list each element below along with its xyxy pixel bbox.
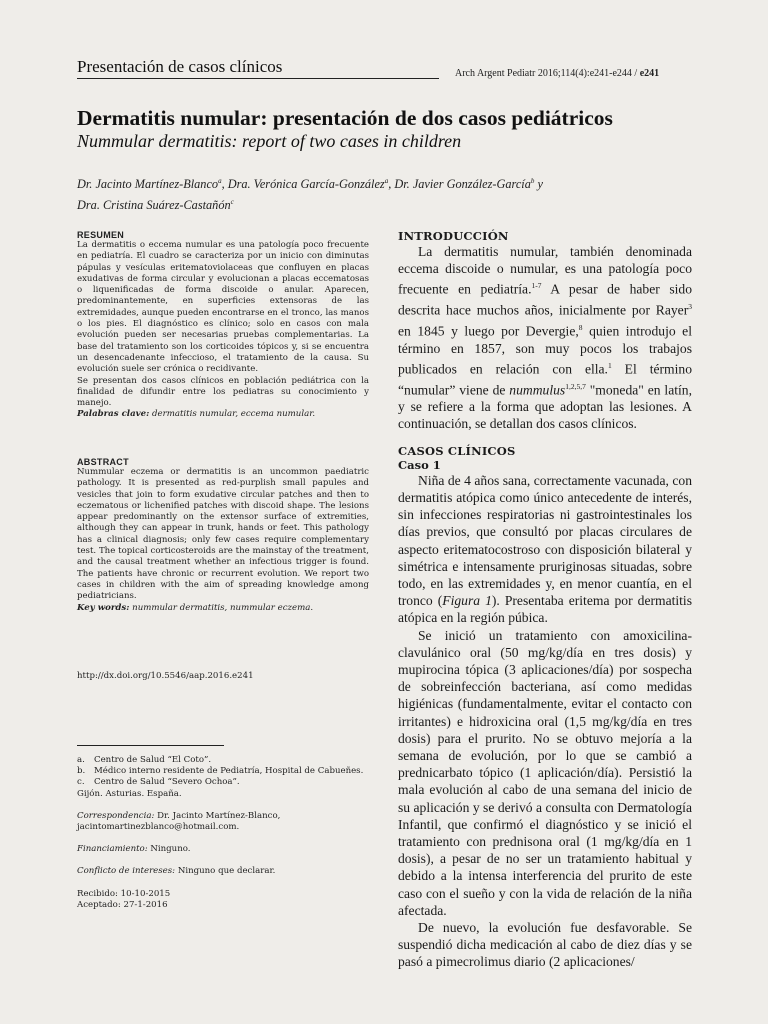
resumen-paragraph-1: La dermatitis o eccema numular es una patología poco frecuente en pediatría. El cuadro se caracteriza por un inicio con diminutas pápulas y vesículas eritematoviolaceas que confluyen en placas exudativas de forma circular y evolucionan a placas eccematosas o liquenificadas de forma discoide o anular. Aparecen, predominantemente, en superficies extensoras de las extremidades, aunque pueden encontrarse en el tronco, las manos o los pies. El diagnóstico es clínico; solo en casos con mala evolución pueden ser necesarias pruebas complementarias. La base del tratamiento son los corticoides tópicos y, si se encuentra un desencadenante infeccioso, el tratamiento de la causa. Su evolución suele ser crónica o recidivante.	[77, 240, 369, 375]
citation: 1	[607, 360, 612, 370]
key-words-label: Key words:	[77, 602, 130, 613]
intro-text: "moneda" en latín, y se refiere a la forma que adoptan las lesiones. A continuación, se detallan dos casos clínicos.	[398, 382, 692, 432]
case-1-paragraph-2: Se inició un tratamiento con amoxicilina-clavulánico oral (50 mg/kg/día en tres dosis) y mupirocina tópica (3 aplicaciones/día) por sospecha de sobreinfección bacteriana, así como medidas higiénicas (fundamentalmente, evitar el contacto con irritantes) e hidroxicina oral (1,5 mg/kg/día en tres dosis) para el prurito. No se obtuvo mejoría a la semana de evolución, por lo que se cambió a prednicarbato tópico (1 aplicación/día). Persistió la mala evolución al cabo de una semana del inicio de su aplicación y se derivó a consulta con Dermatología Infantil, que confirmó el diagnóstico y se inició el tratamiento con prednisona oral (1 mg/kg/día en 1 dosis), a pesar de no ser un tratamiento habitual y debido a la intensa interferencia del prurito de este caso con el sueño y con la vida de relación de la niña afectada.	[398, 627, 692, 918]
conflicts-text: Ninguno que declarar.	[177, 866, 276, 877]
correspondence	[77, 811, 369, 833]
key-words	[77, 603, 369, 614]
accepted-date: Aceptado: 27-1-2016	[77, 899, 168, 910]
case-text: ). Presentaba eritema por dermatitis atópica en la región púbica.	[398, 593, 693, 626]
page-number: e241	[639, 68, 660, 79]
affiliation-c	[77, 777, 369, 788]
citation: 8	[578, 322, 583, 332]
funding	[77, 844, 369, 855]
affiliation-label: b.	[77, 766, 86, 777]
resumen-section	[77, 230, 369, 421]
affiliation-label: c.	[77, 777, 85, 788]
author-4: Dra. Cristina Suárez-Castañón	[77, 198, 231, 213]
author-separator: y	[534, 177, 543, 192]
conflicts-of-interest	[77, 866, 369, 877]
affiliation-a	[77, 755, 369, 766]
author-4-affiliation: c	[230, 198, 234, 207]
intro-text: en 1845 y luego por Devergie,	[398, 323, 579, 339]
intro-heading: INTRODUCCIÓN	[398, 229, 509, 243]
affiliation-label: a.	[77, 755, 85, 765]
key-words-text: nummular dermatitis, nummular eczema.	[132, 602, 314, 613]
received-date: Recibido: 10-10-2015	[77, 888, 171, 899]
palabras-clave-text: dermatitis numular, eccema numular.	[152, 409, 316, 420]
figure-reference[interactable]: Figura 1	[442, 593, 492, 609]
dates	[77, 889, 369, 911]
intro-text: quien introdujo el término en 1857, son muy pocos los trabajos publicados en relación con ella.	[398, 323, 692, 377]
abstract-paragraph: Nummular eczema or dermatitis is an uncommon paediatric pathology. It is presented as red-purplish small papules and vesicles that join to form exudative circular patches and then to eczematous or lichenified patches with discoid shape. The lesions appear predominantly on the extensor surface of extremities, although they can appear in trunk, hands or feet. This pathology has a clinical diagnosis; only few cases require complementary test. The topical corticosteroids are the mainstay of the treatment, and the causal treatment whether an infectious trigger is found. The patients have chronic or recurrent evolution. We report two cases in children with the aim of spreading knowledge among pediatricians.	[77, 467, 369, 602]
resumen-heading: RESUMEN	[77, 230, 125, 240]
author-1-affiliation: a	[218, 177, 222, 185]
abstract-section	[77, 457, 369, 614]
intro-text: La dermatitis numular, también denominada eccema discoide o numular, es una patología poco frecuente en pediatría.	[398, 244, 692, 297]
palabras-clave-label: Palabras clave:	[77, 409, 150, 420]
correspondence-label: Correspondencia:	[77, 810, 155, 821]
doi-link[interactable]: http://dx.doi.org/10.5546/aap.2016.e241	[77, 671, 254, 681]
journal-reference	[455, 68, 659, 79]
footnotes	[77, 755, 369, 911]
case-1-paragraph-3: De nuevo, la evolución fue desfavorable. Se suspendió dicha medicación al cabo de diez días y se pasó a pimecrolimus diario (2 aplicaciones/	[398, 919, 692, 970]
cases-heading: CASOS CLÍNICOS	[398, 443, 516, 458]
latin-term: nummulus	[509, 382, 566, 398]
affiliation-text: Centro de Salud “El Coto”.	[94, 755, 212, 765]
correspondence-name: Dr. Jacinto Martínez-Blanco,	[157, 810, 281, 821]
resumen-paragraph-2: Se presentan dos casos clínicos en población pediátrica con la finalidad de difundir entre los pediatras su conocimiento y manejo.	[77, 375, 369, 409]
citation: 3	[688, 302, 692, 312]
affiliation-b	[77, 766, 369, 777]
citation: 1,2,5,7	[565, 381, 586, 391]
intro-text: El término “numular” viene de	[398, 361, 692, 398]
journal-separator: /	[631, 68, 640, 79]
case-text: Niña de 4 años sana, correctamente vacunada, con dermatitis atópica como único antecedente de interés, sin infecciones respiratorias ni gastrointestinales los días previos, que consultó por placas circulares de aspecto eritematocostroso con disposición bilateral y simétrica e intensamente pruriginosas situadas, sobre todo, en las extremidades y, en menor cuantía, en el tronco (	[398, 472, 692, 609]
palabras-clave	[77, 409, 369, 420]
author-3-affiliation: b	[530, 177, 535, 185]
citation: 1-7	[531, 281, 542, 291]
author-2-affiliation: a	[384, 177, 389, 185]
article-title: Dermatitis numular: presentación de dos casos pediátricos	[77, 106, 613, 130]
author-list	[77, 172, 637, 214]
author-1: Dr. Jacinto Martínez-Blanco	[77, 177, 219, 192]
affiliation-city: Gijón. Asturias. España.	[77, 788, 182, 799]
affiliation-text: Centro de Salud “Severo Ochoa”.	[94, 777, 240, 788]
funding-text: Ninguno.	[150, 844, 191, 855]
correspondence-email[interactable]: jacintomartinezblanco@hotmail.com.	[77, 822, 240, 833]
case-1-paragraph-1	[398, 472, 692, 627]
body-column	[398, 229, 692, 971]
author-separator: ,	[388, 177, 395, 192]
case-1-heading: Caso 1	[398, 457, 441, 472]
header-rule	[77, 78, 439, 79]
spacer	[398, 433, 692, 444]
conflicts-label: Conflicto de intereses:	[77, 866, 176, 877]
footnote-rule	[77, 745, 224, 746]
affiliation-text: Médico interno residente de Pediatría, Hospital de Cabueñes.	[94, 766, 364, 777]
abstract-heading: ABSTRACT	[77, 457, 129, 467]
funding-label: Financiamiento:	[77, 844, 148, 855]
intro-text: A pesar de haber sido descrita hace muchos años, inicialmente por Rayer	[398, 281, 693, 318]
section-label: Presentación de casos clínicos	[77, 57, 283, 76]
author-2: Dra. Verónica García-González	[227, 177, 385, 192]
article-subtitle: Nummular dermatitis: report of two cases in children	[77, 131, 462, 151]
author-separator: ,	[221, 177, 228, 192]
author-3: Dr. Javier González-García	[394, 177, 531, 192]
journal-citation: Arch Argent Pediatr 2016;114(4):e241-e244	[455, 68, 632, 79]
intro-paragraph	[398, 243, 692, 433]
